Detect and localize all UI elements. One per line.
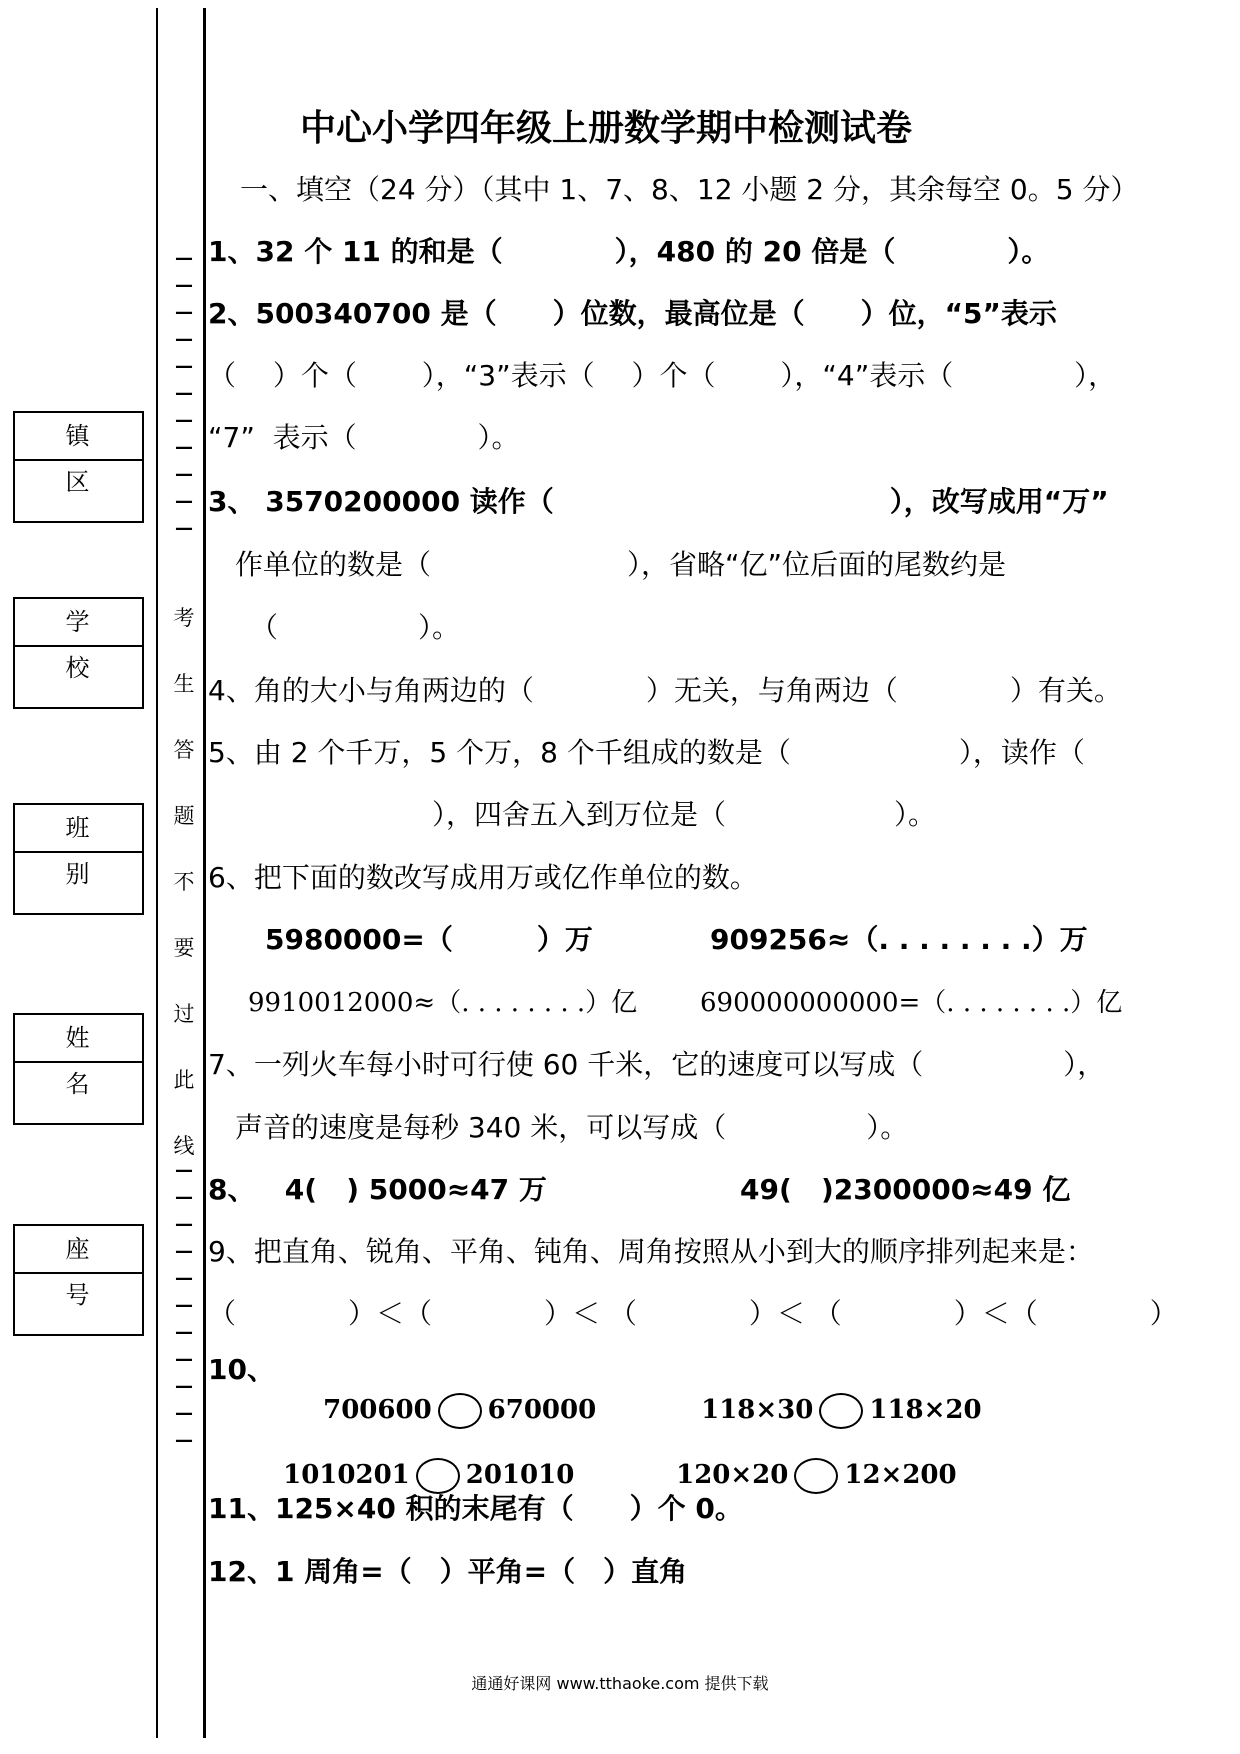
- question-4: 4、角的大小与角两边的（ ）无关，与角两边（ ）有关。: [208, 674, 1122, 707]
- compare-item: 120×20 12×200: [658, 1415, 957, 1495]
- question-5-line-1: 5、由 2 个千万，5 个万，8 个千组成的数是（ ），读作（: [208, 736, 1085, 769]
- question-9-line-1: 9、把直角、锐角、平角、钝角、周角按照从小到大的顺序排列起来是：: [208, 1235, 1094, 1268]
- question-7-line-1: 7、一列火车每小时可行使 60 千米，它的速度可以写成（ ），: [208, 1048, 1106, 1081]
- question-6-item: 690000000000=（. . . . . . . .）亿: [700, 988, 1123, 1018]
- cut-dashes-bottom: — — — — — — — — — — —: [175, 1160, 193, 1451]
- question-2-line-1: 2、500340700 是（ ）位数，最高位是（ ）位，“5”表示: [208, 297, 1057, 330]
- question-5-line-2: ），四舍五入到万位是（ ）。: [208, 798, 937, 831]
- question-6-item: 9910012000≈（. . . . . . . .）亿: [248, 988, 638, 1018]
- compare-item: 1010201 201010: [265, 1415, 574, 1495]
- question-12: 12、1 周角=（ ）平角=（ ）直角: [208, 1555, 688, 1588]
- field-town[interactable]: [13, 411, 144, 523]
- compare-circle[interactable]: [794, 1458, 838, 1494]
- question-3-line-2: 作单位的数是（ ），省略“亿”位后面的尾数约是: [235, 548, 1007, 581]
- field-class[interactable]: [13, 803, 144, 915]
- field-label: 学 校: [15, 599, 142, 647]
- question-10-label: 10、: [208, 1353, 275, 1386]
- section-heading: 一、填空（24 分）（其中 1、7、8、12 小题 2 分，其余每空 0。5 分）: [240, 173, 1139, 206]
- question-9-line-2: （ ）＜（ ）＜ （ ）＜ （ ）＜（ ）: [208, 1297, 1178, 1330]
- question-8-left: 8、 4( ) 5000≈47 万: [208, 1173, 547, 1206]
- question-1: 1、32 个 11 的和是（ ），480 的 20 倍是（ ）。: [208, 235, 1050, 268]
- question-3-line-1: 3、 3570200000 读作（ ），改写成用“万”: [208, 485, 1109, 518]
- compare-item: 118×30 118×20: [683, 1350, 982, 1430]
- binding-line-right: [203, 8, 206, 1738]
- question-6: 6、把下面的数改写成用万或亿作单位的数。: [208, 861, 758, 894]
- field-label: 座 号: [15, 1226, 142, 1274]
- page-title: 中心小学四年级上册数学期中检测试卷: [300, 108, 913, 149]
- question-6-item: 5980000=（ ）万: [265, 923, 593, 956]
- question-6-item: 909256≈（. . . . . . . .）万: [710, 923, 1088, 956]
- footer-credit: 通通好课网 www.tthaoke.com 提供下载: [471, 1674, 769, 1693]
- field-name[interactable]: [13, 1013, 144, 1125]
- field-label: 姓 名: [15, 1015, 142, 1063]
- field-label: 班 别: [15, 805, 142, 853]
- binding-notice: 考 生 答 题 不 要 过 此 线: [173, 606, 195, 1158]
- field-school[interactable]: [13, 597, 144, 709]
- question-2-line-2: （ ）个（ ），“3”表示（ ）个（ ），“4”表示（ ），: [208, 359, 1117, 392]
- cut-dashes-top: — — — — — — — — — — —: [175, 248, 193, 539]
- field-label: 镇 区: [15, 413, 142, 461]
- question-11: 11、125×40 积的末尾有（ ）个 0。: [208, 1492, 743, 1525]
- question-3-line-3: （ ）。: [250, 611, 461, 644]
- question-8-right: 49( )2300000≈49 亿: [740, 1173, 1071, 1206]
- question-7-line-2: 声音的速度是每秒 340 米，可以写成（ ）。: [235, 1111, 909, 1144]
- field-seat[interactable]: [13, 1224, 144, 1336]
- compare-item: 700600 670000: [305, 1350, 596, 1430]
- binding-line-left: [156, 8, 158, 1738]
- question-2-line-3: “7” 表示（ ）。: [208, 421, 520, 454]
